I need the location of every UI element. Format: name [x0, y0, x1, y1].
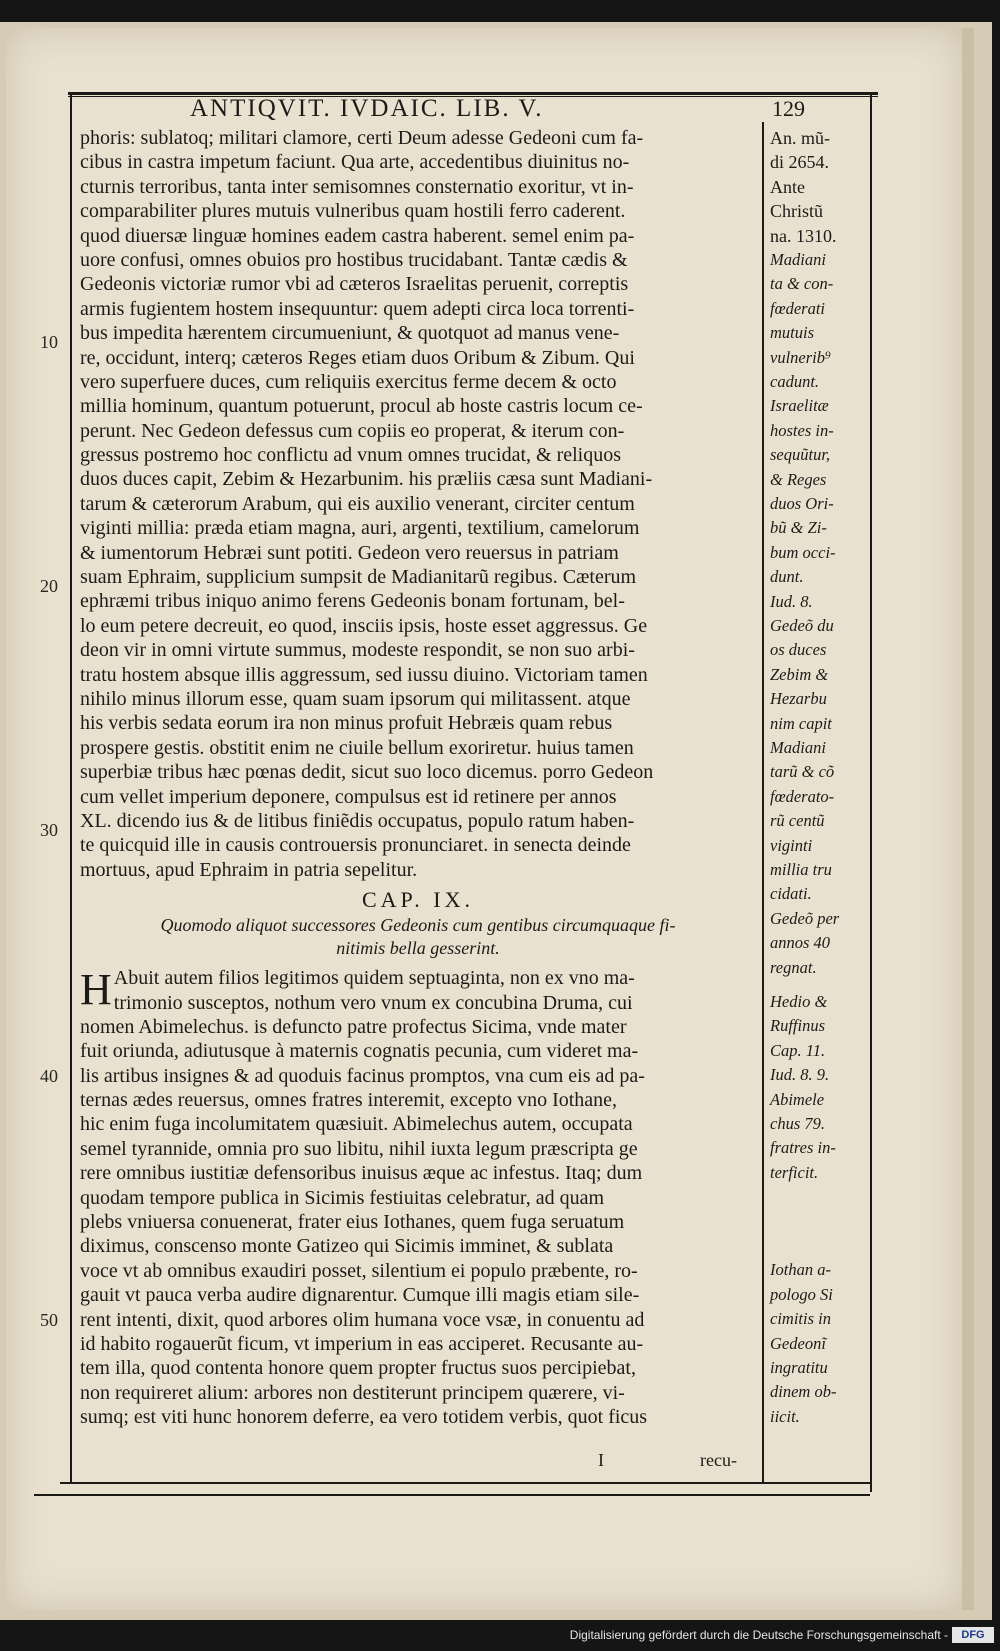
text-block-1 [80, 126, 756, 882]
footer-credit: Digitalisierung gefördert durch die Deutsche Forschungsgemeinschaft - [569, 1628, 948, 1642]
signature-mark: I [598, 1450, 604, 1470]
margin-note: fratres in- [770, 1138, 836, 1158]
margin-note: cadunt. [770, 372, 820, 391]
margin-note: Iud. 8. 9. [770, 1065, 830, 1085]
text-line: tratu hostem absque illis aggressum, sed iussu diuino. Victoriam tamen [80, 663, 648, 686]
margin-note: Abimele [770, 1089, 825, 1109]
text-line: duos duces capit, Zebim & Hezarbunim. his præliis cæsa sunt Madiani- [80, 468, 653, 491]
text-line: hic enim fuga incolumitatem quæsiuit. Abimelechus autem, occupata [80, 1113, 633, 1136]
text-line: & iumentorum Hebræi sunt potiti. Gedeon vero reuersus in patriam [80, 541, 619, 564]
margin-note: vulnerib⁹ [770, 347, 831, 367]
margin-note: fœderato- [770, 786, 835, 806]
margin-note: millia tru [770, 860, 832, 879]
margin-note: duos Ori- [770, 494, 834, 513]
text-line: phoris: sublatoq; militari clamore, certi Deum adesse Gedeoni cum fa- [80, 127, 644, 149]
margin-note: di 2654. [770, 152, 830, 173]
text-line: cibus in castra impetum faciunt. Qua arte, accedentibus diuinitus no- [80, 151, 630, 174]
text-line: semel tyrannide, omnia pro suo libitu, nihil iuxta legum præscripta ge [80, 1137, 638, 1160]
margin-note: bũ & Zi- [770, 518, 827, 538]
margin-note: Gedeõ du [770, 616, 834, 635]
text-line: quodam tempore publica in Sicimis festiuitas celebratur, ad quam [80, 1186, 605, 1209]
text-line: gressus postremo hoc conflictu ad vnum omnes trucidat, & reliquos [80, 444, 622, 467]
text-line: deon vir in omni virtute summus, modeste respondit, se non suo arbi- [80, 639, 635, 662]
text-line: te quicquid ille in causis controuersis pronunciaret. in senecta deinde [80, 834, 631, 857]
margin-note: Iothan a- [770, 1260, 831, 1280]
margin-note: ta & con- [770, 274, 834, 294]
text-line: trimonio susceptos, nothum vero vnum ex concubina Druma, cui [113, 991, 633, 1014]
text-line: mortuus, apud Ephraim in patria sepelitur. [80, 858, 418, 881]
margin-note: Zebim & [770, 664, 829, 684]
line-number-10: 10 [40, 332, 58, 352]
right-border-rule [870, 92, 872, 1492]
margin-note: chus 79. [770, 1114, 825, 1133]
chapter-title: CAP. IX. [361, 887, 475, 913]
line-number-30: 30 [40, 820, 58, 840]
page-number: 129 [772, 96, 805, 121]
bottom-rule [60, 1482, 870, 1484]
text-line: prospere gestis. obstitit enim ne ciuile bellum exoriretur. huius tamen [80, 736, 634, 759]
text-line: ternas ædes reuersus, omnes fratres interemit, excepto vno Iothane, [80, 1089, 618, 1112]
margin-note: Ruffinus [770, 1016, 826, 1036]
margin-note: Hezarbu [770, 689, 827, 709]
margin-note: Ante [770, 176, 805, 197]
text-line: nihilo minus illorum esse, quam suam ipsorum qui militassent. atque [80, 687, 631, 710]
text-line: tem illa, quod contenta honore quem propter fructus suos percipiebat, [80, 1357, 636, 1380]
text-line: perunt. Nec Gedeon defessus cum copiis eo properat, & iterum con- [80, 419, 625, 442]
foot-rule [34, 1494, 870, 1496]
text-line: Abuit autem filios legitimos quidem septuaginta, non ex vno ma- [113, 967, 635, 990]
chapter-subtitle-line-2: nitimis bella gesserint. [336, 938, 500, 959]
margin-note: Madiani [770, 250, 826, 269]
margin-note: terficit. [770, 1162, 819, 1182]
margin-note: An. mũ- [770, 128, 830, 148]
margin-note: & Reges [770, 469, 827, 489]
margin-note: viginti [770, 835, 813, 855]
margin-note: fœderati [770, 298, 826, 318]
text-line: quod diuersæ linguæ homines eadem castra haberent. semel enim pa- [80, 224, 635, 247]
left-border-rule [70, 92, 72, 1482]
text-line: viginti millia: præda etiam magna, auri, argenti, textilium, camelorum [80, 517, 640, 540]
text-line: rere omnibus iustitiæ defensoribus inuisus æque ac infestus. Itaq; dum [80, 1162, 643, 1185]
text-line: rent intenti, dixit, quod arbores olim humana voce vsæ, in conuentu ad [80, 1308, 645, 1331]
text-line: voce vt ab omnibus exaudiri posset, silentium ei populo præbente, ro- [80, 1259, 638, 1282]
margin-note: cimitis in [770, 1309, 831, 1329]
margin-note: ingratitu [770, 1358, 828, 1377]
text-line: millia hominum, quantum potuerunt, procul ab hoste castris locum ce- [80, 395, 643, 418]
text-line: non requireret alium: arbores non destiterunt principem quærere, vi- [80, 1381, 625, 1404]
text-line: uore confusi, omnes obuios pro hostibus trucidabant. Tantæ cædis & [80, 248, 628, 271]
text-line: tarum & cæterorum Arabum, qui eis auxilio venerant, circiter centum [80, 492, 635, 515]
text-line: fuit oriunda, adiutusque à maternis cognatis pecunia, cum videret ma- [80, 1040, 639, 1063]
margin-note: mutuis [770, 323, 815, 343]
text-line: diximus, conscenso monte Gatizeo qui Sicimis imminet, & sublata [80, 1235, 614, 1258]
line-number-50: 50 [40, 1310, 58, 1330]
text-line: plebs vniuersa conuenerat, frater eius Iothanes, quem fuga seruatum [80, 1211, 625, 1234]
drop-capital: H [80, 965, 112, 1015]
margin-note: sequũtur, [770, 445, 831, 465]
margin-divider-rule [762, 122, 764, 1484]
text-line: armis fugientem hostem insequuntur: quem adepti circa loca torrenti- [80, 297, 635, 320]
margin-note: cidati. [770, 884, 812, 904]
text-line: lo eum petere decreuit, eo quod, insciis ipsis, hoste esset aggressus. Ge [80, 614, 648, 637]
text-line: cum vellet imperium deponere, compulsus est id retinere per annos [80, 785, 617, 808]
margin-note: nim capit [770, 713, 832, 733]
text-line: his verbis sedata eorum ira non minus profuit Hebræis quam rebus [80, 712, 613, 735]
dfg-logo-icon: DFG [952, 1627, 994, 1643]
margin-note: Gedeõ per [770, 908, 840, 928]
margin-note: Iud. 8. [770, 591, 813, 611]
margin-note: dunt. [770, 567, 804, 587]
margin-note: tarũ & cõ [770, 762, 835, 782]
text-line: cturnis terroribus, tanta inter semisomnes consternatio exoritur, vt in- [80, 175, 634, 198]
margin-note: iicit. [770, 1406, 800, 1426]
margin-note: os duces [770, 640, 827, 660]
main-text-column [80, 126, 756, 1430]
text-line: re, occidunt, interq; cæteros Reges etiam duos Oribum & Zibum. Qui [80, 346, 635, 369]
text-line: nomen Abimelechus. is defuncto patre profectus Sicima, vnde mater [80, 1015, 627, 1038]
margin-note: dinem ob- [770, 1382, 837, 1402]
margin-note: Cap. 11. [770, 1040, 826, 1060]
page-edge [962, 28, 974, 1610]
margin-note: hostes in- [770, 420, 834, 440]
text-line: lis artibus insignes & ad quoduis facinus promptos, vna cum eis ad pa- [80, 1064, 645, 1087]
line-number-20: 20 [40, 576, 58, 596]
line-number-40: 40 [40, 1066, 58, 1086]
margin-note: Christũ [770, 201, 824, 222]
text-line: Gedeonis victoriæ rumor vbi ad cæteros Israelitas peruenit, correptis [80, 273, 629, 296]
margin-note: annos 40 [770, 933, 831, 953]
text-line: sumq; est viti hunc honorem deferre, ea vero totidem verbis, quot ficus [80, 1406, 648, 1429]
text-line: bus impedita hærentem circumueniunt, & quotquot ad manus vene- [80, 322, 620, 345]
catchword: recu- [700, 1450, 737, 1470]
text-line: vero superfuere duces, cum reliquiis exercitus ferme decem & octo [80, 370, 617, 393]
margin-note: Gedeonĩ [770, 1333, 826, 1353]
text-block-2 [80, 966, 756, 1429]
margin-note: rũ centũ [770, 811, 825, 831]
text-line: comparabiliter plures mutuis vulneribus quam hostili ferro caderent. [80, 200, 626, 223]
margin-note: regnat. [770, 957, 817, 977]
text-line: suam Ephraim, supplicium sumpsit de Madianitarũ regibus. Cæterum [80, 566, 637, 589]
running-title: ANTIQVIT. IVDAIC. LIB. V. [190, 95, 544, 122]
margin-note: Israelitæ [770, 396, 829, 416]
margin-note: na. 1310. [770, 225, 837, 246]
margin-note: Madiani [770, 738, 826, 757]
chapter-subtitle-line-1: Quomodo aliquot successores Gedeonis cum gentibus circumquaque fi- [160, 915, 676, 936]
text-line: superbiæ tribus hæc pœnas dedit, sicut suo loco dicemus. porro Gedeon [80, 761, 654, 784]
margin-note: Hedio & [770, 992, 828, 1011]
text-line: ephræmi tribus iniquo animo ferens Gedeonis bonam fortunam, bel- [80, 590, 625, 613]
text-line: XL. dicendo ius & de litibus finiẽdis occupatus, populo ratum haben- [80, 809, 635, 832]
text-line: gauit vt pauca verba audire dignarentur. Cumque illi magis etiam sile- [80, 1284, 640, 1307]
margin-note: pologo Si [770, 1284, 833, 1304]
text-line: id habito rogauerũt ficum, vt imperium in eas acciperet. Recusante au- [80, 1332, 644, 1355]
margin-note: bum occi- [770, 542, 836, 562]
